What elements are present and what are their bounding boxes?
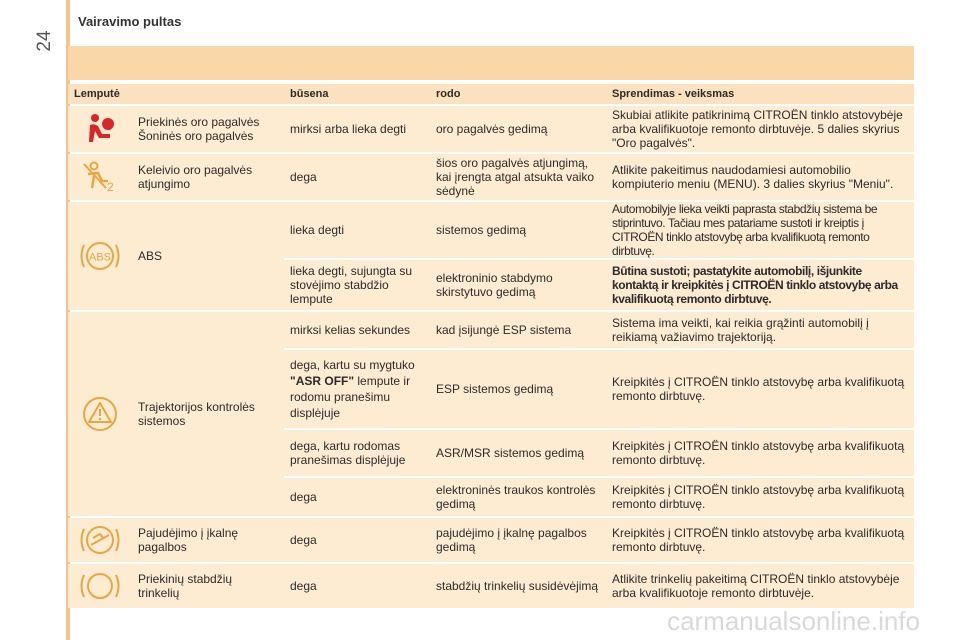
- desc-line: sistemos: [138, 414, 186, 428]
- action-cell: Kreipkitės į CITROËN tinklo atstovybę arba kvalifikuotą remonto dirbtuvę.: [606, 350, 914, 428]
- table-row: [68, 154, 914, 200]
- state-cell: dega: [284, 518, 430, 562]
- table-banner: [68, 46, 914, 80]
- esp-warning-icon: [80, 394, 120, 434]
- svg-text:ABS: ABS: [88, 251, 112, 264]
- desc-line: trinkelių: [138, 586, 180, 600]
- indicates-cell: oro pagalvės gedimą: [430, 106, 606, 152]
- desc-line: atjungimo: [138, 177, 191, 191]
- state-text: lempute ir rodomu pranešimu displėjuje: [290, 374, 411, 420]
- state-cell: mirksi arba lieka degti: [284, 106, 430, 152]
- svg-text:2: 2: [107, 180, 114, 194]
- desc-line: Priekinės oro pagalvės: [138, 115, 260, 129]
- action-cell: Atlikite trinkelių pakeitimą CITROËN tinklo atstovybėje arba kvalifikuotoje remonto dirbtuvėje.: [606, 564, 914, 608]
- desc-line: Šoninės oro pagalvės: [138, 129, 254, 143]
- table-row: [68, 106, 914, 152]
- desc-line: Pajudėjimo į įkalnę: [138, 526, 239, 540]
- indicates-cell: elektroninio stabdymo skirstytuvo gedimą: [430, 260, 606, 310]
- action-cell: Kreipkitės į CITROËN tinklo atstovybę arba kvalifikuotą remonto dirbtuvę.: [606, 478, 914, 516]
- action-cell: Būtina sustoti; pastatykite automobilį, išjunkite kontaktą ir kreipkitės į CITROËN tinklo atstovybę arba kvalifikuotą remonto dirbtuvę.: [606, 260, 914, 310]
- lamp-cell: [68, 154, 132, 200]
- state-cell: dega: [284, 154, 430, 200]
- desc-line: pagalbos: [138, 540, 187, 554]
- action-cell: Kreipkitės į CITROËN tinklo atstovybę arba kvalifikuotą remonto dirbtuvę.: [606, 518, 914, 562]
- desc-line: Trajektorijos kontrolės: [138, 400, 255, 414]
- desc-line: Keleivio oro pagalvės: [138, 163, 253, 177]
- passenger-airbag-off-icon: [80, 160, 120, 194]
- indicates-cell: ASR/MSR sistemos gedimą: [430, 430, 606, 476]
- lamp-description: [132, 564, 284, 608]
- state-cell: dega: [284, 564, 430, 608]
- page-number: 24: [34, 30, 55, 52]
- indicates-cell: elektroninės traukos kontrolės gedimą: [430, 478, 606, 516]
- section-title: Vairavimo pultas: [78, 14, 182, 29]
- header-indicates: rodo: [430, 84, 606, 104]
- table-row: [68, 202, 914, 258]
- lamp-description: [132, 106, 284, 152]
- indicates-cell: stabdžių trinkelių susidėvėjimą: [430, 564, 606, 608]
- state-cell: dega: [284, 478, 430, 516]
- action-cell: Atlikite pakeitimus naudodamiesi automobilio kompiuterio meniu (MENU). 3 dalies skyrius "Meniu".: [606, 154, 914, 200]
- action-cell: Skubiai atlikite patikrinimą CITROËN tinklo atstovybėje arba kvalifikuotoje remonto dirbtuvėje. 5 dalies skyrius "Oro pagalvės".: [606, 106, 914, 152]
- table-row: [68, 518, 914, 562]
- lamp-description: ABS: [132, 202, 284, 310]
- airbag-icon: [80, 112, 120, 146]
- state-cell: lieka degti, sujungta su stovėjimo stabdžio lempute: [284, 260, 430, 310]
- table-header-row: [68, 84, 914, 104]
- lamp-cell: [68, 312, 132, 516]
- hill-assist-icon: [78, 521, 122, 559]
- indicates-cell: šios oro pagalvės atjungimą, kai įrengta atgal atsukta vaiko sėdynė: [430, 154, 606, 200]
- lamp-description: [132, 312, 284, 516]
- watermark: carmanualsonline.info: [667, 606, 920, 636]
- lamp-cell: [68, 106, 132, 152]
- indicates-cell: pajudėjimo į įkalnę pagalbos gedimą: [430, 518, 606, 562]
- asr-off-label: "ASR OFF": [290, 374, 355, 388]
- abs-icon: [78, 236, 122, 276]
- lamp-cell: [68, 564, 132, 608]
- indicates-cell: ESP sistemos gedimą: [430, 350, 606, 428]
- lamp-description: [132, 518, 284, 562]
- action-cell: Automobilyje lieka veikti paprasta stabdžių sistema be stiprintuvo. Tačiau mes patariame sustoti ir kreiptis į CITROËN tinklo atstovybę arba kvalifikuotą remonto dirbtuvę.: [606, 202, 914, 258]
- action-cell: Kreipkitės į CITROËN tinklo atstovybę arba kvalifikuotą remonto dirbtuvę.: [606, 430, 914, 476]
- action-cell: Sistema ima veikti, kai reikia grąžinti automobilį į reikiamą važiavimo trajektoriją.: [606, 312, 914, 348]
- state-text: dega, kartu su mygtuko: [290, 358, 415, 372]
- header-state: būsena: [284, 84, 430, 104]
- state-cell: mirksi kelias sekundes: [284, 312, 430, 348]
- lamp-cell: [68, 202, 132, 310]
- state-cell: dega, kartu rodomas pranešimas displėjuje: [284, 430, 430, 476]
- desc-line: Priekinių stabdžių: [138, 572, 233, 586]
- indicates-cell: kad įsijungė ESP sistema: [430, 312, 606, 348]
- header-action: Sprendimas - veiksmas: [606, 84, 914, 104]
- lamp-cell: [68, 518, 132, 562]
- table-row: [68, 564, 914, 608]
- state-cell: [284, 350, 430, 428]
- header-lamp: Lemputė: [68, 84, 132, 104]
- lamp-description: [132, 154, 284, 200]
- state-cell: lieka degti: [284, 202, 430, 258]
- header-empty: [132, 84, 284, 104]
- table-row: [68, 312, 914, 348]
- brake-pad-wear-icon: [78, 567, 122, 605]
- indicates-cell: sistemos gedimą: [430, 202, 606, 258]
- warning-lamps-table: [68, 82, 914, 610]
